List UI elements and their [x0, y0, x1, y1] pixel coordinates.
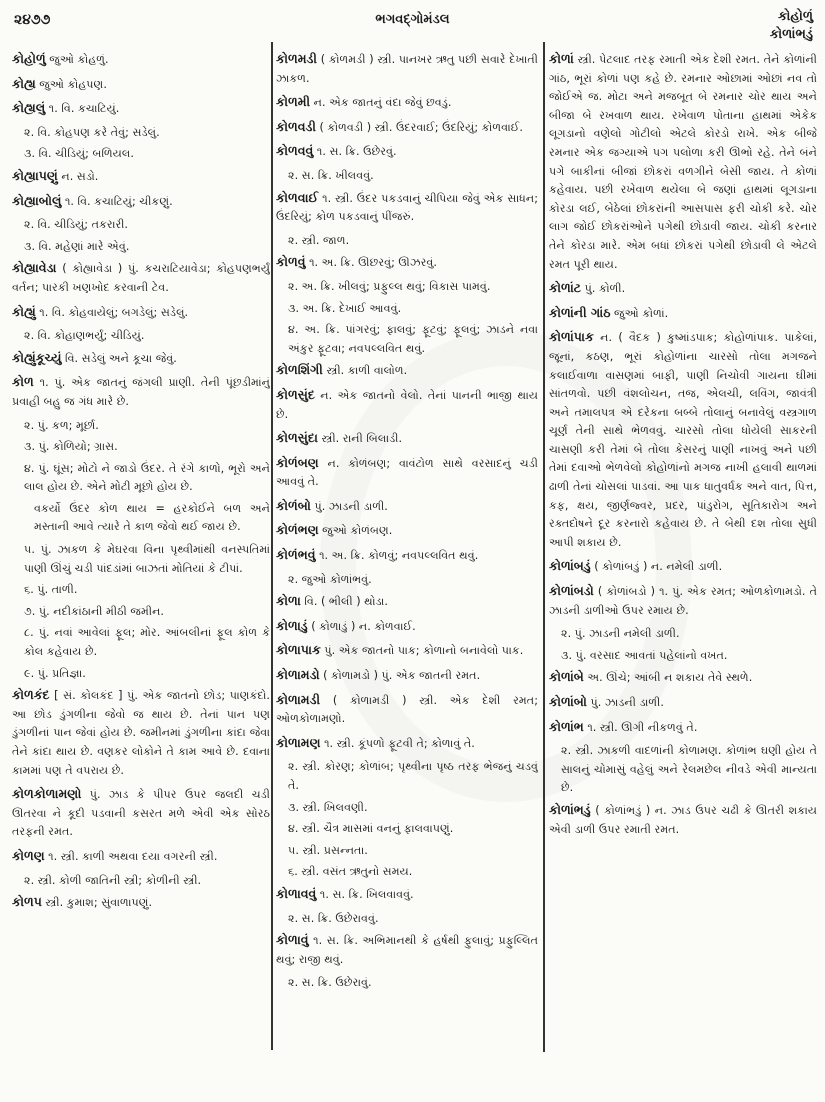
dictionary-entry: [12, 167, 270, 187]
headword: કોળવું: [276, 254, 306, 270]
headword: કોળમડી: [276, 51, 317, 66]
headword: કોહ્યલું: [12, 100, 46, 116]
column-right: [549, 50, 817, 1090]
guide-word-last: કોળાંભડું: [769, 27, 813, 42]
headword: કોળાંબે: [549, 669, 584, 685]
dictionary-entry: [12, 686, 270, 780]
running-title: ભગવદ્ગોમંડલ: [375, 12, 450, 27]
definition: ૧. વિ. કચાટિયું; ચીકણું.: [64, 194, 173, 208]
headword: કોહ્યાપણું: [12, 167, 58, 183]
headword: કોળામડી: [276, 691, 321, 707]
dictionary-entry: [276, 142, 538, 162]
headword: કોળકોળામણો: [12, 786, 82, 802]
headword: કોળંભણ: [276, 522, 319, 538]
headword: કોળસુંદા: [276, 430, 318, 446]
definition: જુઓ કોહપણ.: [39, 77, 107, 91]
definition: પું. કોળી.: [584, 282, 626, 296]
dictionary-entry: [276, 454, 538, 492]
headword: કોળવવું: [276, 143, 314, 159]
dictionary-entry: [12, 259, 270, 297]
definition: ૧. અ. ક્રિ. ઊછરવું; ઊઝરવું.: [309, 256, 437, 270]
headword: કોળપ: [12, 894, 42, 910]
dictionary-entry: [549, 279, 817, 299]
sense: ૨. સ્ત્રી. કોરણ; કોળાંબ; પૃથ્વીના પૃષ્ઠ તરફ ભેજનું ચડવું તે.: [288, 760, 538, 792]
sense: ૨. પું. કળ; મૂર્છા.: [24, 418, 99, 432]
headword: કોળાંબડો: [549, 583, 594, 599]
definition: પું. એક જાતનો પાક; કોળાનો બનાવેલો પાક.: [324, 644, 524, 658]
sense: ૩. પું. વરસાદ આવતાં પહેલાંનો વખત.: [561, 648, 728, 662]
dictionary-entry: [549, 582, 817, 620]
definition: ૧. સ. ક્રિ. ખિલવાવવું.: [319, 887, 414, 901]
dictionary-entry: [12, 50, 270, 70]
dictionary-entry: [276, 641, 538, 661]
definition: ન. કોળંબણ; વાવંટોળ સાથે વરસાદનું ચડી આવવું તે.: [276, 456, 538, 489]
definition: ( કોળાંભડું ) ન. ઝાડ ઉપર ચઢી કે ઊતરી શકાય એવી ડાળી ઉપર રમાતી રમત.: [549, 803, 817, 836]
headword: કોળંભવું: [276, 547, 316, 563]
definition: ૧. સ્ત્રી. ઉંદર પકડવાનું ચીપિયા જેવું એક સાધન; ઉંદરિયું; કોળ પકડવાનું પીંજરું.: [276, 191, 538, 224]
headword: કોળાપાક: [276, 642, 321, 658]
headword: કોહ્યુંકૂચ્યું: [12, 349, 62, 365]
dictionary-entry: [276, 666, 538, 686]
definition: ૧. વિ. કચાટિયું.: [48, 102, 120, 116]
definition: ન. એક જાતનો વેલો. તેનાં પાનની ભાજી થાય છે.: [276, 388, 538, 421]
dictionary-entry: [276, 931, 538, 969]
dictionary-entry: [549, 328, 817, 552]
dictionary-entry: [276, 253, 538, 273]
sense: ૮. પું. નવાં આવેલાં ફૂલ; મોર. આંબલીનાં ફૂલ કોળ કે કોલ કહેવાય છે.: [24, 626, 270, 659]
sense: ૪. સ્ત્રી. ચૈત્ર માસમાં વનનું ફાલવાપણું.: [288, 822, 454, 836]
headword: કોળસુંદ: [276, 386, 315, 402]
idiom: વકર્યો ઉંદર કોળ થાય = હરકોઈને બળ અને મસ્તાની આવે ત્યારે તે કાળ જેવો થઈ જાય છે.: [34, 501, 270, 534]
sense: ૬. સ્ત્રી. વસંત ઋતુનો સમય.: [288, 865, 413, 879]
sense: ૨. પું. ઝાડની નમેલી ડાળી.: [561, 627, 680, 641]
definition: પું. ઝાડની ડાળી.: [590, 696, 664, 709]
sense: ૨. વિ. કોહપણ કરે તેવું; સડેલું.: [24, 125, 160, 139]
headword: કોળાંબો: [549, 694, 587, 709]
headword: કોળાં: [549, 51, 574, 66]
headword: કોળંબણ: [276, 454, 319, 470]
definition: [ સં. કોલકંદ ] પું. એક જાતનો છોડ; પાણકંદો. આ છોડ ડુંગળીના જેવો જ થાય છે. તેનાં પાન પણ ડુંગળીનાં પાન જેવાં હોય છે. જમીનમાં ડુંગળીના કાંદા જેવા તેને કાંદા થાય છે. વણકર લોકોને તે કામ આવે છે. દવાના કામમાં પણ તે વપરાય છે.: [12, 689, 270, 777]
headword: કોહ્ય: [12, 75, 36, 91]
dictionary-entry: [276, 546, 538, 566]
definition: ( કોળમડી ) સ્ત્રી. પાનખર ઋતુ પછી સવારે દેખાતી ઝાકળ.: [276, 53, 538, 85]
definition: જુઓ કોળંબણ.: [322, 524, 393, 538]
dictionary-entry: [276, 118, 538, 138]
definition: ન. ( વૈદક ) કુષ્માંડપાક; કોહોળાંપાક. પાકેલાં, જૂનાં, કઠણ, ભૂરાં કોહોળાંના ચારસો તોલા મગજને કલાઈવાળા વાસણમાં બાફી, પાણી નિચોવી ગાયના ઘીમાં સાંતળવો. પછી વંશલોચન, તજ, એલચી, લવિંગ, જાવંત્રી અને તમાલપત્ર એ દરેકના બબ્બે તોલાનું બનાવેલું વસ્ત્રગાળ ચૂર્ણ તેની સાથે ભેળવવું. ચારસો તોલા ધોયેલી સાકરની ચાસણી કરી તેમાં બે તોલા કેસરનું પાણી નાખવું અને પછી તેમાં દવાઓ ભેળવેલો કોહોળાંનો મગજ નાખી હલાવી થાળમાં ઢાળી તેનાં ચોસલાં પાડવાં. આ પાક ધાતુવર્ધક અને વાત, પિત્ત, કફ, ક્ષય, જીર્ણજ્વર, પ્રદર, પાંડુરોગ, સૂતિકારોગ અને રક્તદોષને દૂર કરનારો કહેવાય છે. તે બેથી દશ તોલા સુધી આપી શકાય છે.: [549, 331, 817, 549]
column-left: [12, 50, 270, 1090]
sense: ૨. સ્ત્રી. ઝાકળી વાદળાંની કોળામણ. કોળાંભ ઘણી હોય તે સાલનું ચોમાસું વહેલું અને રેલમછેલ નીવડે એવી માન્યતા છે.: [561, 744, 817, 795]
definition: ( કોહ્યાવેડા ) પું. કચરાટિયાવેડા; કોહપણભર્યું વર્તન; પારકી ખણખોદ કરવાની ટેવ.: [12, 262, 270, 294]
dictionary-entry: [276, 50, 538, 88]
headword: કોળા: [276, 593, 301, 609]
sense: ૨. અ. ક્રિ. ખીલવું; પ્રફુલ્લ થવું; વિકાસ પામવું.: [288, 279, 491, 293]
dictionary-entry: [276, 361, 538, 381]
headword: કોળાડું: [276, 617, 308, 633]
sense: ૯. પું. પ્રતિજ્ઞા.: [24, 666, 86, 680]
dictionary-entry: [12, 303, 270, 323]
dictionary-entry: [549, 693, 817, 713]
headword: કોળણ: [12, 847, 45, 863]
definition: ન. એક જાતનું વંદા જેવું છવડું.: [313, 96, 452, 110]
guide-words: [770, 8, 813, 44]
headword: કોળાવવું: [276, 885, 317, 901]
headword: કોળવડી: [276, 118, 316, 134]
column-middle: [276, 50, 538, 1090]
definition: ( કોળવડી ) સ્ત્રી. ઉંદરવાઈ; ઉંદરિયું; કોળવાઈ.: [319, 120, 523, 134]
definition: ૧. વિ. કોહવાયેલું; બગડેલું; સડેલું.: [39, 305, 189, 319]
definition: ૧. અ. ક્રિ. કોળવું; નવપલ્લવિત થવું.: [319, 549, 479, 563]
headword: કોળાવું: [276, 932, 309, 948]
definition: ૧. સ. ક્રિ. અભિમાનથી કે હર્ષથી ફુલાવું; પ્રફુલ્લિત થવું; રાજી થવું.: [276, 934, 538, 966]
headword: કોહ્યાવેડા: [12, 260, 57, 276]
dictionary-entry: [12, 785, 270, 842]
dictionary-entry: [276, 592, 538, 612]
definition: સ્ત્રી. કુમાશ; સુંવાળાપણું.: [45, 896, 153, 910]
sense: ૨. વિ. ચીડિયું; તકરારી.: [24, 218, 128, 232]
definition: સ્ત્રી. પેટલાદ તરફ રમાતી એક દેશી રમત. તેને કોળાંની ગાંઠ, ભૂરાં કોળાં પણ કહે છે. રમનાર ઓછામાં ઓછાં નવ તો જોઈએ જ. મોટા અને મજબૂત બે રમનાર ચોર થાય અને બીજા બે રખવાળ થાય. રખેવાળ પોતાના હાથમાં એકેક લૂગડાનો વણેલો ગોટીલો એટલે કોરડો રાખે. એક બીજે રમનાર એક જગ્યાએ પગ પલોળા કરી ઊભો રહે. તેને બંને પગે બાકીનાં બીજાં છોકરાં વળગીને બેસી જાય. તે કોળાં કહેવાય. પછી રખેવાળ થયેલા બે જણાં હાથમાં લૂગડાના કોરડા લઈ, બેઠેલાં છોકરાંની આસપાસ ફરી ચોકી કરે. ચોર લાગ જોઈ છોકરાંઓને પગેથી છોડાવી જાય. ચોકી કરનાર તેને કોરડા મારે. એમ બધાં છોકરાં પગેથી છોડાવી લે એટલે રમત પૂરી થાય.: [549, 53, 817, 271]
definition: ૧. સ્ત્રી. કાળી અથવા દયા વગરની સ્ત્રી.: [48, 849, 218, 863]
headword: કોળવાઈ: [276, 189, 319, 205]
headword: કોળકંદ: [12, 687, 50, 703]
dictionary-entry: [12, 893, 270, 913]
sense: ૩. પું. કોળિયો; ગ્રાસ.: [24, 440, 118, 454]
sense: ૨. સ્ત્રી. કોળી જાતિની સ્ત્રી; કોળીની સ્ત્રી.: [24, 873, 202, 887]
dictionary-entry: [549, 557, 817, 577]
dictionary-entry: [549, 801, 817, 839]
dictionary-entry: [276, 734, 538, 754]
definition: અ. ઊંચે; આંબી ન શકાય તેવે સ્થળે.: [587, 671, 753, 685]
dictionary-entry: [276, 386, 538, 424]
definition: જુઓ કોહળું.: [49, 53, 109, 66]
dictionary-entry: [549, 50, 817, 274]
dictionary-entry: [549, 304, 817, 324]
definition: ( કોળાંબડો ) ૧. પું. એક રમત; ઓળકોળામડો. તે ઝાડની ડાળીઓ ઉપર રમાય છે.: [549, 585, 817, 617]
sense: ૨. જુઓ કોળાંભવું.: [288, 572, 372, 586]
sense: ૩. અ. ક્રિ. દેખાઈ આવવું.: [288, 301, 402, 315]
dictionary-entry: [276, 189, 538, 227]
headword: કોળાંપાક: [549, 329, 594, 345]
dictionary-entry: [549, 718, 817, 738]
dictionary-entry: [12, 349, 270, 369]
sense: ૨. સ. ક્રિ. ખીલવવું.: [288, 168, 374, 182]
dictionary-entry: [12, 75, 270, 95]
definition: ( કોળામડો ) પું. એક જાતની રમત.: [323, 669, 481, 683]
dictionary-entry: [12, 192, 270, 212]
dictionary-entry: [276, 691, 538, 729]
sense: ૫. પું. ઝાકળ કે મેઘરવા વિના પૃથ્વીમાંથી વનસ્પતિમાં પાણી ઊંચું ચડી પાંદડાંમાં બાઝતાં મોતિયાં કે ટીપાં.: [24, 543, 270, 575]
headword: કોળાંની ગાંઠ: [549, 304, 611, 320]
definition: ( કોળામડી ) સ્ત્રી. એક દેશી રમત; ઓળકોળામણો.: [276, 693, 538, 726]
sense: ૨. સ. ક્રિ. ઉછેરાવવું.: [288, 911, 379, 925]
definition: વિ. ( ભીલી ) થોડા.: [304, 595, 388, 609]
headword: કોળાંબડું: [549, 558, 591, 574]
definition: ન. સડો.: [61, 169, 99, 183]
definition: ૧. સ્ત્રી. ઊગી નીકળવું તે.: [587, 720, 698, 734]
headword: કોળશિંગી: [276, 362, 323, 378]
page-header: [0, 0, 825, 50]
sense: ૪. અ. ક્રિ. પાંગરવું; ફાલવું; ફૂટવું; ફૂલવું; ઝાડને નવા અંકુર ફૂટવા; નવપલ્લવિત થવું.: [288, 323, 538, 355]
headword: કોહોળું: [12, 51, 46, 66]
guide-word-first: કોહોળું: [777, 9, 813, 24]
sense: ૨. વિ. કોહાણભર્યું; ચીડિયું.: [24, 329, 145, 343]
sense: ૩. સ્ત્રી. ખિલવણી.: [288, 800, 368, 814]
dictionary-entry: [12, 99, 270, 119]
definition: જુઓ કોળાં.: [614, 306, 669, 320]
sense: ૭. પું. નદીકાંઠાની મીઠી જમીન.: [24, 604, 164, 618]
sense: ૫. સ્ત્રી. પ્રસન્નતા.: [288, 843, 368, 857]
sense: ૪. પું. ઘૂંસ; મોટો ને જાડો ઉંદર. તે રંગે કાળો, ભૂરો અને લાલ હોય છે. એને મોટી મૂછો હોય છે.: [24, 461, 270, 494]
definition: વિ. સડેલું અને કૂચા જેવું.: [65, 351, 177, 365]
headword: કોળાંભ: [549, 718, 584, 734]
dictionary-columns: [0, 50, 825, 1102]
dictionary-entry: [276, 521, 538, 541]
sense: ૩. વિ. ચીડિયું; બળિયલ.: [24, 147, 134, 161]
headword: કોહ્યાબોલું: [12, 192, 62, 208]
definition: ૧. સ્ત્રી. કૂંપળો ફૂટવી તે; કોળાવું તે.: [324, 736, 475, 750]
definition: ૧. સ. ક્રિ. ઉછેરવું.: [316, 145, 397, 159]
definition: ૧. પું. એક જાતનું જંગલી પ્રાણી. તેની પૂંછડીમાંનું પ્રવાહી બહુ જ ગંધ મારે છે.: [12, 376, 270, 408]
headword: કોળામડો: [276, 667, 320, 683]
dictionary-entry: [276, 429, 538, 449]
sense: ૬. પું. તાળી.: [24, 583, 78, 597]
sense: ૩. વિ. મહેણાં મારે એવું.: [24, 239, 130, 253]
dictionary-entry: [12, 847, 270, 867]
dictionary-entry: [549, 668, 817, 688]
headword: કોળ: [12, 374, 34, 390]
dictionary-entry: [12, 373, 270, 411]
headword: કોળંબો: [276, 497, 311, 513]
definition: ( કોળાંબડું ) ન. નમેલી ડાળી.: [594, 560, 723, 574]
headword: કોળમી: [276, 94, 311, 110]
headword: કોહ્યું: [12, 303, 36, 319]
definition: ( કોળાડું ) ન. કોળવાઈ.: [311, 619, 416, 633]
headword: કોળાંટ: [549, 280, 582, 296]
definition: પું. ઝાડની ડાળી.: [314, 499, 388, 513]
dictionary-entry: [276, 93, 538, 113]
headword: કોળાંભડું: [549, 801, 591, 817]
definition: પું. ઝાડ કે પીપર ઉપર જલદી ચડી ઊતરવા ને કૂદી પડવાની કસરત મળે એવી એક સોરઠ તરફની રમત.: [12, 788, 270, 839]
page-number: ૨૪૭૭: [14, 12, 51, 28]
dictionary-entry: [276, 885, 538, 905]
headword: કોળામણ: [276, 734, 321, 750]
dictionary-entry: [276, 497, 538, 517]
dictionary-entry: [276, 617, 538, 637]
definition: સ્ત્રી. કાળી વાલોળ.: [326, 364, 408, 378]
definition: સ્ત્રી. રાની બિલાડી.: [321, 432, 403, 446]
sense: ૨. સ. ક્રિ. ઉછેરાવું.: [288, 976, 372, 990]
sense: ૨. સ્ત્રી. જાળ.: [288, 233, 350, 247]
